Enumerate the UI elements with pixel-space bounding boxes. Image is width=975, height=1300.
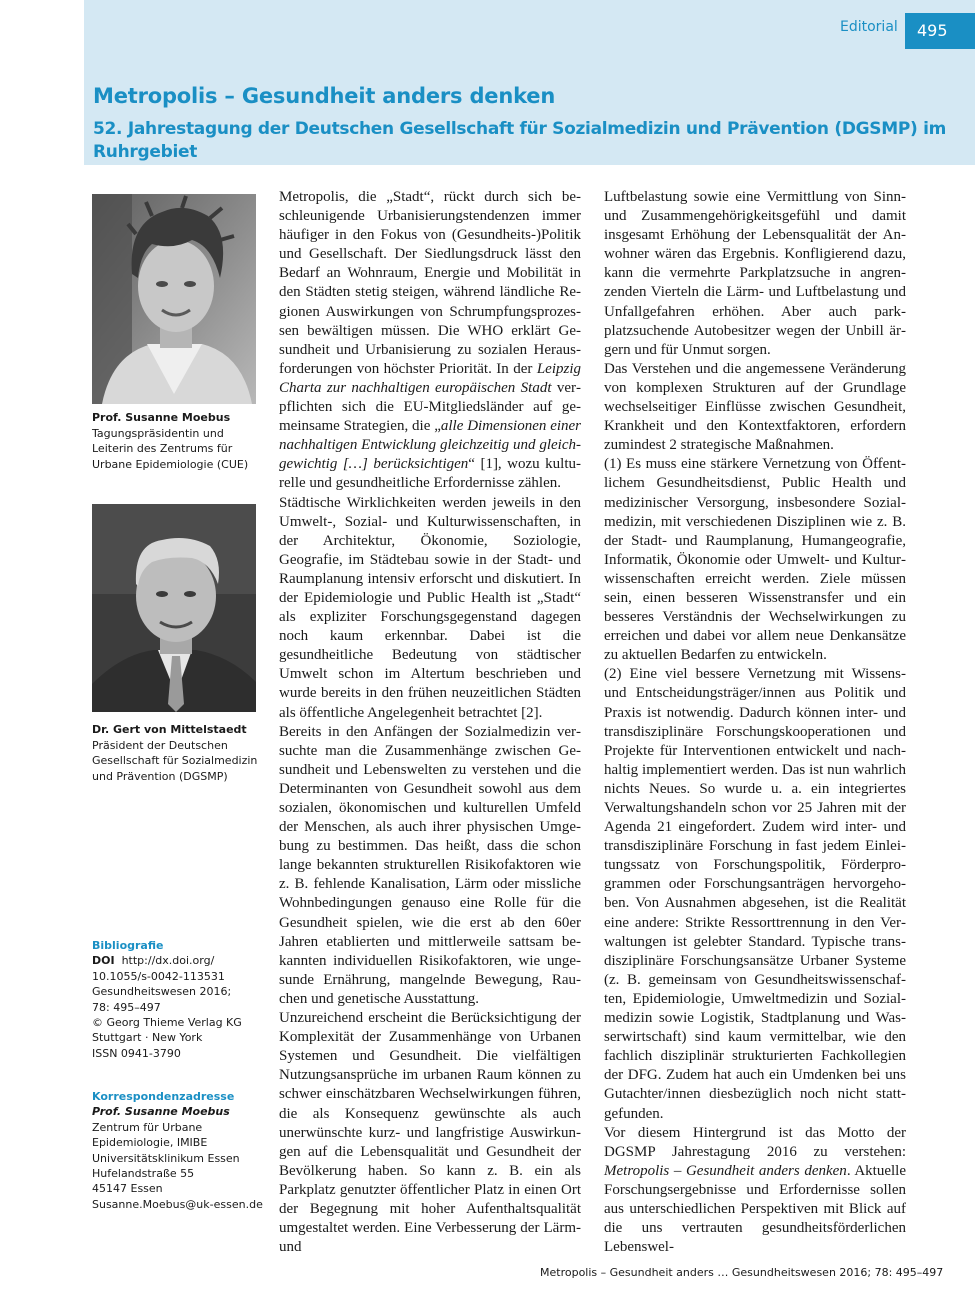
address-line: Zentrum für Urbane: [92, 1120, 203, 1134]
doi-link-continued[interactable]: 10.1055/s-0042-113531: [92, 969, 225, 983]
correspondence-heading: Korrespondenzadresse: [92, 1090, 235, 1103]
emphasis: alle Dimensionen einer nachhaltigen Entwicklung gleichzeitig und gleichgewichtig […] berücksichtigen: [279, 418, 582, 473]
paragraph: Metropolis, die „Stadt“, rückt durch sich beschleunigende Urbanisierungstendenzen immer häufiger in den Fokus von (Gesundheits-)Politik und Gesellschaft. Der Siedlungsdruck lässt den Bedarf an Wohnraum, Energie und Mobilität in den Städten stetig steigen, während ländliche Regionen Auswirkungen von Schrumpfungsprozessen bewältigen müssen. Die WHO erklärt Gesundheit und Urbanisierung zu sozialen Herausforderungen von höchster Priorität. In der Leipzig Charta zur nachhaltigen europäischen Stadt verpflichten sich die EU-Mitgliedsländer auf gemeinsame Strategien, die „alle Dimensionen einer nachhaltigen Entwicklung gleichzeitig und gleichgewichtig […] berücksichtigen“ [1], wozu kulturelle und gesundheitliche Erfordernisse zählen.: [279, 189, 582, 492]
author-name: Dr. Gert von Mittelstaedt: [92, 723, 247, 736]
paragraph: Bereits in den Anfängen der Sozialmedizin versuchte man die Zusammenhänge zwischen Gesundheit und Lebenswelten zu verstehen und die Determinanten von Gesundheit sowohl aus dem sozialen, ökonomischen und kulturellen Umfeld der Menschen, als auch ihrer physischen Umgebung zu bestimmen. Das heißt, dass die schon lange bekannten strukturellen Risikofaktoren wie z. B. fehlende Kanalisation, Lärm oder missliche Wohnbedingungen genauso eine Rolle für die Gesundheit spielen, wie die erst ab den 60er Jahren etablierten und mittlerweile sattsam bekannten individuellen Risikofaktoren, wie ungesunde Ernährung, mangelnde Bewegung, Rauchen und genetische Ausstattung.: [279, 723, 581, 1007]
author-role-line: und Prävention (DGSMP): [92, 769, 228, 783]
address-line: Epidemiologie, IMIBE: [92, 1136, 208, 1150]
author-role-line: Tagungspräsidentin und: [92, 426, 224, 440]
paragraph: (2) Eine viel bessere Vernetzung mit Wissens- und Entscheidungsträger/innen aus Politik und Praxis ist notwendig. Dadurch können inter- und transdisziplinäre Forschungskooperationen und Projekte für Interventionen entwickelt und nachhaltig implementiert werden. Das ist nun wahrlich nichts Neues. So wurde u. a. ein integriertes Verwaltungshandeln schon vor 25 Jahren mit der Agenda 21 eingefordert. Zudem wird inter- und transdisziplinäre Forschung in fast jedem Einleitungssatz von Forschungspolitik, Förderprogrammen oder Forschungsanträgen hervorgehoben. Von Ausnahmen abgesehen, ist die Realität eine andere: Strikte Ressorttrennung in den Verwaltungen ist gelebter Standard. Typische transdisziplinäre Forschungsansätze Urbaner Systeme (z. B. gemeinsam von Gesundheitswissenschaften, Epidemiologie, Umweltmedizin und Sozialmedizin sowie Logistik, Stadtplanung und Wasserwirtschaft) sind kaum vermittelbar, wie den fachlich disziplinär strukturierten Fachkollegien der DFG. Zudem hat auch ein Umdenken bei uns Gutachter/innen diesbezüglich noch nicht stattgefunden.: [604, 666, 906, 1122]
address-line: Universitätsklinikum Essen: [92, 1151, 240, 1165]
paragraph: Unzureichend erscheint die Berücksichtigung der Komplexität der Zusammenhänge von Urbanen Systemen und Gesundheit. Die vielfältigen Nutzungsansprüche im urbanen Raum können zu schwer einschätzbaren Wechselwirkungen führen, die als Konsequenz gewünschte als auch unerwünschte kurz- und langfristige Auswirkungen auf die Lebensqualität und Gesundheit der Bevölkerung haben. So kann z. B. ein als Parkplatz genutzter öffentlicher Platz in einen Ort der Begegnung mit hoher Aufenthaltsqualität umgestaltet werden. Eine Verbesserung der Lärm- und: [279, 1010, 581, 1256]
issn: ISSN 0941-3790: [92, 1046, 181, 1060]
author-photo-mittelstaedt: [92, 504, 256, 712]
address-line: Hufelandstraße 55: [92, 1167, 195, 1181]
article-subtitle: 52. Jahrestagung der Deutschen Gesellschaft für Sozialmedizin und Prävention (DGSMP) im Ruhrgebiet: [93, 119, 947, 162]
author-role-line: Präsident der Deutschen: [92, 738, 228, 752]
running-footer: Metropolis – Gesundheit anders … Gesundheitswesen 2016; 78: 495–497: [540, 1266, 944, 1279]
journal-citation: Gesundheitswesen 2016;: [92, 985, 232, 999]
copyright: © Georg Thieme Verlag KG: [92, 1016, 242, 1030]
section-label: Editorial: [840, 19, 898, 35]
emphasis: Leipzig Charta zur nachhaltigen europäischen Stadt: [279, 360, 581, 396]
author-role-line: Urbane Epidemiologie (CUE): [92, 457, 249, 471]
article-title: Metropolis – Gesundheit anders denken: [93, 84, 556, 108]
paragraph: Luftbelastung sowie eine Vermittlung von Sinn- und Zusammengehörigkeitsgefühl und damit insgesamt Erhöhung der Lebensqualität der Anwohner wären das Ergebnis. Konfligierend dazu, kann die vermehrte Parkplatzsuche in angrenzenden Vierteln die Lärm- und Luftbelastung und Unfallgefahren erhöhen. Aber auch parkplatzsuchende Autobesitzer wegen der Unbill ärgern und für Unmut sorgen.: [604, 189, 906, 358]
paragraph: Das Verstehen und die angemessene Veränderung von komplexen Strukturen auf der Grundlage wechselseitiger Einflüsse zwischen Gesundheit, Krankheit und den Kontextfaktoren, erfordern zumindest 2 strategische Maßnahmen.: [604, 360, 906, 454]
email-link[interactable]: Susanne.Moebus@uk-essen.de: [92, 1197, 263, 1211]
author-role-line: Leiterin des Zentrums für: [92, 442, 233, 455]
page-number: 495: [905, 13, 975, 49]
address-line: 45147 Essen: [92, 1182, 163, 1196]
author-photo-moebus: [92, 194, 256, 404]
author-role-line: Gesellschaft für Sozialmedizin: [92, 754, 258, 767]
author-caption-mittelstaedt: [92, 722, 272, 784]
author-name: Prof. Susanne Moebus: [92, 411, 231, 424]
bibliography-heading: Bibliografie: [92, 939, 164, 952]
emphasis: Metropolis – Gesundheit anders denken: [604, 1162, 847, 1179]
body-column-1: [279, 188, 581, 1257]
bibliography-block: [92, 938, 272, 1061]
body-column-2: [604, 188, 906, 1257]
paragraph: (1) Es muss eine stärkere Vernetzung von Öffentlichem Gesundheitsdienst, Public Health und medizinischer Versorgung, insbesondere Sozialmedizin, mit verschiedenen Disziplinen wie z. B. der Stadt- und Raumplanung, Humangeografie, Informatik, Ökonomie oder Umwelt- und Kulturwissenschaften erreicht werden. Ziele müssen sein, einen besseren Wissenstransfer und ein besseres Verständnis der Wechselwirkungen zu erreichen und dabei vor allem neue Denkansätze zu aktuellen Bedarfen zu entwickeln.: [604, 456, 906, 664]
doi-link[interactable]: http://dx.doi.org/: [121, 954, 215, 968]
paragraph: Vor diesem Hintergrund ist das Motto der DGSMP Jahrestagung 2016 zu verstehen: Metropolis – Gesundheit anders denken. Aktuelle Forschungsergebnisse und Erfordernisse sollen aus unterschiedlichen Perspektiven mit Blick auf die uns vertrauten gesundheitsförderlichen Lebenswel-: [604, 1124, 906, 1256]
correspondence-block: [92, 1089, 272, 1212]
journal-pages: 78: 495–497: [92, 1000, 161, 1014]
publisher-location: Stuttgart · New York: [92, 1031, 203, 1045]
paragraph: Städtische Wirklichkeiten werden jeweils in den Umwelt-, Sozial- und Kulturwissenschaften, in der Architektur, Ökonomie, Soziologie, Geografie, im Städtebau sowie in der Stadt- und Raumplanung intensiv erforscht und diskutiert. In der Epidemiologie und Public Health ist „Stadt“ als expliziter Forschungsgegenstand dagegen noch kaum erkennbar. Dabei ist die gesundheitliche Bedeutung von städtischer Umwelt schon im Altertum beschrieben und wurde bereits in den frühen neuzeitlichen Städten als öffentliche Angelegenheit betrachtet [2].: [279, 494, 581, 721]
correspondence-name: Prof. Susanne Moebus: [92, 1105, 230, 1119]
doi-label: DOI: [92, 954, 115, 968]
author-caption-moebus: [92, 410, 272, 472]
